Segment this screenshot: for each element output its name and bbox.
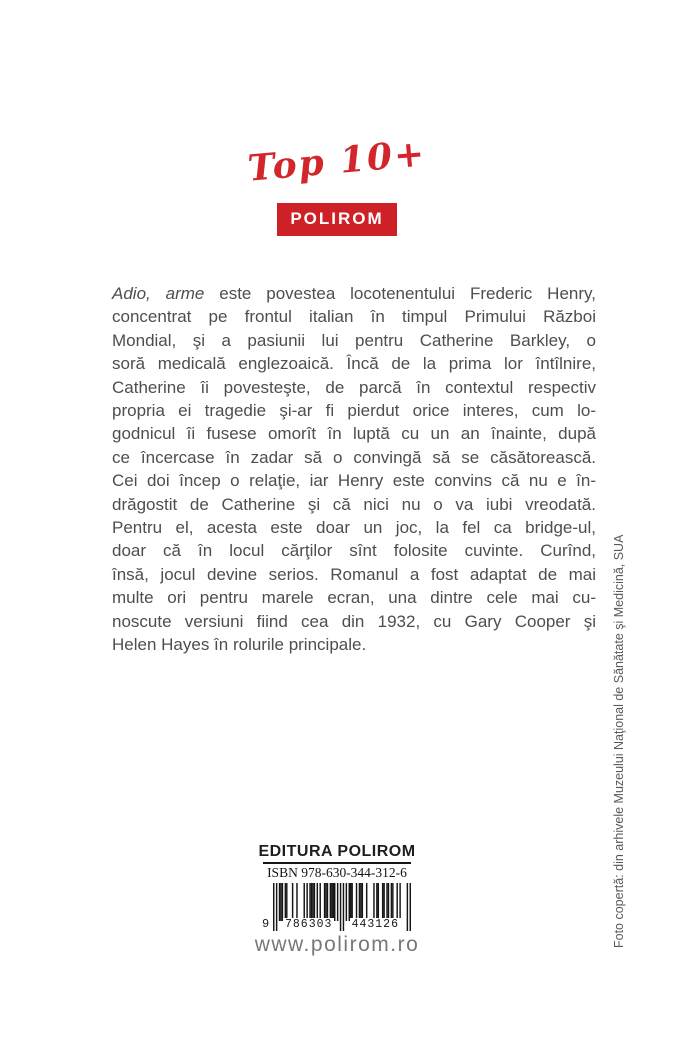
blurb-line: soră medicală englezoaică. Încă de la prima lor întîlnire, xyxy=(112,354,596,374)
blurb-line: Catherine îi povesteşte, de parcă în contextul respectiv xyxy=(112,377,596,397)
blurb-line: concentrat pe frontul italian în timpul Primului Război xyxy=(112,307,596,327)
blurb-line: Helen Hayes în rolurile principale. xyxy=(112,635,367,655)
isbn-block xyxy=(263,862,411,931)
blurb-line: Adio, arme este povestea locotenentului Frederic Henry, xyxy=(112,284,596,303)
blurb-line: drăgostit de Catherine şi că nici nu o va iubi vreodată. xyxy=(112,494,596,514)
ean13-barcode xyxy=(263,883,411,931)
barcode-digits-left: 786303 xyxy=(285,917,333,931)
blurb-line: însă, jocul devine serios. Romanul a fost adaptat de mai xyxy=(112,564,596,584)
publisher-website: www.polirom.ro xyxy=(254,933,420,956)
blurb-paragraph xyxy=(112,282,596,657)
imprint-title: EDITURA POLIROM xyxy=(258,843,416,860)
barcode-digit-groups xyxy=(273,918,411,931)
publisher-logo-wrap xyxy=(105,203,569,236)
blurb-line: Mondial, şi a pasiunii lui pentru Catherine Barkley, o xyxy=(112,330,596,350)
blurb-line: godnicul îi fusese omorît în luptă cu un an înainte, după xyxy=(112,424,596,444)
barcode-first-digit: 9 xyxy=(262,916,270,931)
polirom-logo-box: POLIROM xyxy=(277,203,396,236)
isbn-number: ISBN 978-630-344-312-6 xyxy=(267,864,407,880)
blurb-line: ce încercase în zadar să o convingă să se căsătorească. xyxy=(112,447,596,467)
blurb-line: Cei doi încep o relaţie, iar Henry este convins că nu e în- xyxy=(112,471,596,491)
cover-photo-credit: Foto copertă: din arhivele Muzeului Naţional de Sănătate şi Medicină, SUA xyxy=(612,534,626,948)
blurb-line: noscute versiuni fiind cea din 1932, cu Gary Cooper şi xyxy=(112,611,596,631)
blurb-line: doar că în locul cărţilor sînt folosite cuvinte. Curînd, xyxy=(112,541,596,561)
blurb-line: Pentru el, acesta este doar un joc, la fel ca bridge-ul, xyxy=(112,518,596,538)
blurb-line: propria ei tragedie şi-ar fi pierdut orice interes, cum lo- xyxy=(112,401,596,421)
blurb-line: multe ori pentru marele ecran, una dintre cele mai cu- xyxy=(112,588,596,608)
top10-plus-logo: Top 10+ xyxy=(246,132,428,190)
barcode-digits-right: 443126 xyxy=(351,917,399,931)
